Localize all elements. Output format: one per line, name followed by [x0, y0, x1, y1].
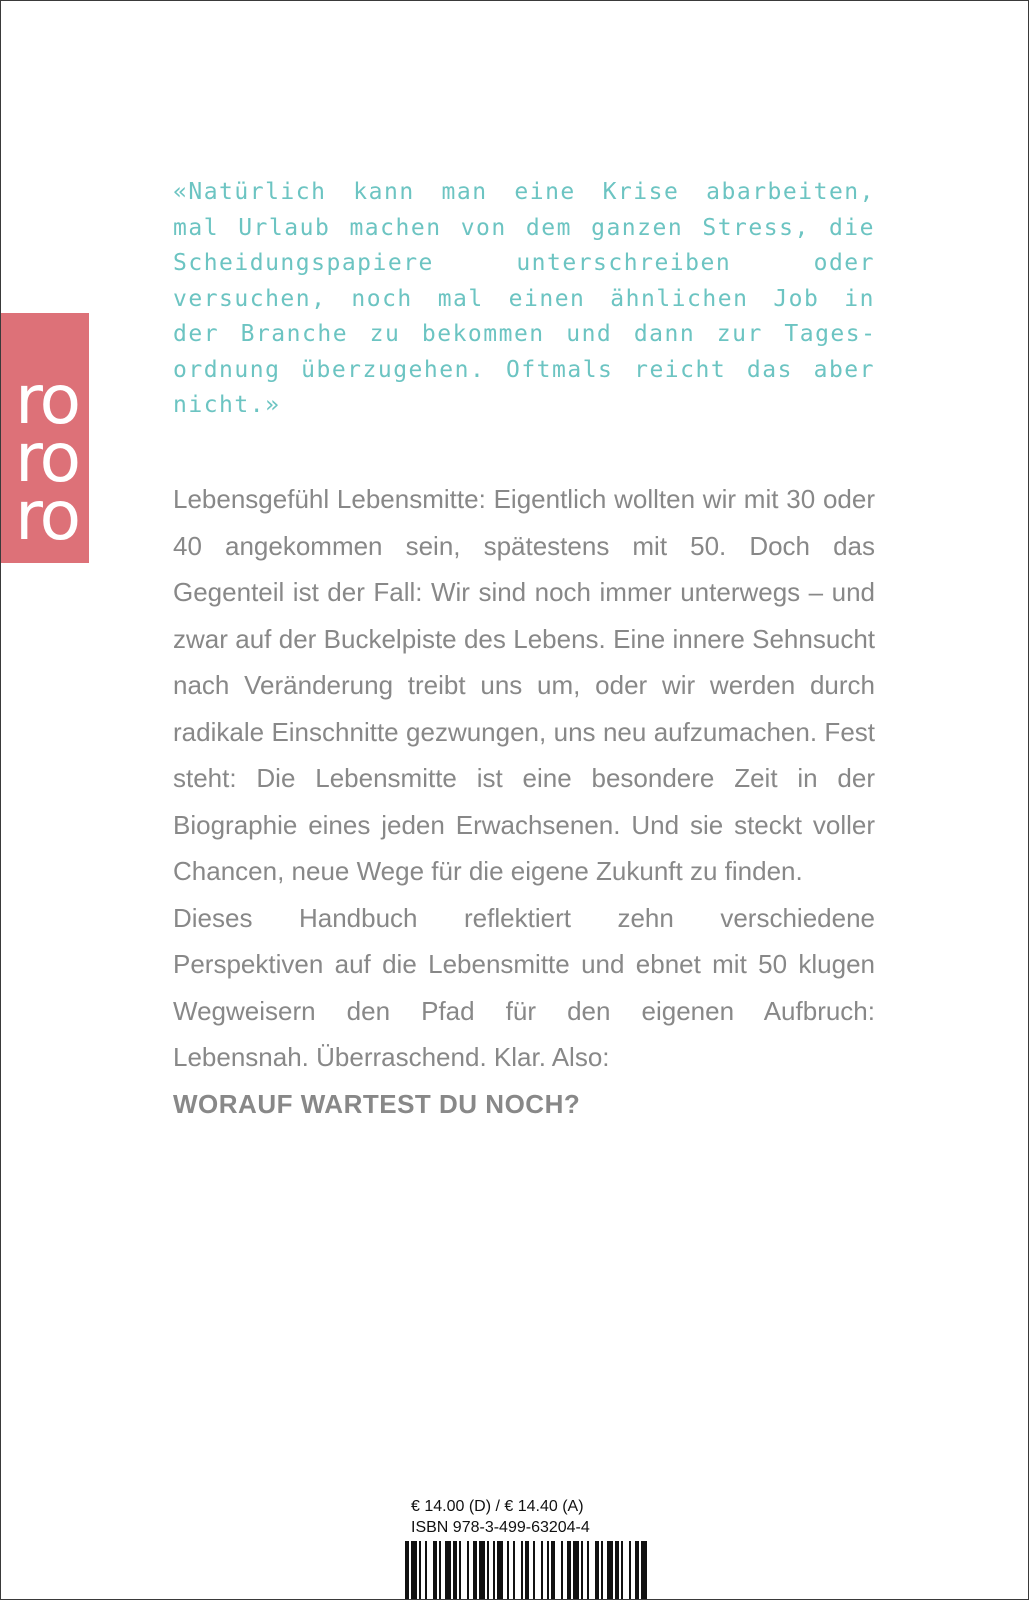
barcode-bar	[525, 1541, 529, 1600]
barcode-bar	[551, 1541, 555, 1600]
barcode-bar	[497, 1541, 503, 1600]
barcode-bar	[615, 1541, 619, 1600]
barcode-bar	[581, 1541, 583, 1600]
barcode-bar	[453, 1541, 457, 1600]
barcode-bar	[507, 1541, 509, 1600]
barcode-bar	[467, 1541, 469, 1600]
barcode-bar	[621, 1541, 623, 1600]
barcode-bar	[587, 1541, 589, 1600]
barcode-bar	[405, 1541, 409, 1600]
logo-line-1: ro	[15, 361, 80, 440]
barcode-bar	[473, 1541, 477, 1600]
logo-line-2: ro	[15, 419, 80, 498]
price-label: € 14.00 (D) / € 14.40 (A)	[411, 1498, 584, 1515]
barcode-bar	[433, 1541, 437, 1600]
barcode-bar	[641, 1541, 647, 1600]
barcode-bar	[601, 1541, 603, 1600]
barcode-bar	[607, 1541, 613, 1600]
barcode-bar	[595, 1541, 599, 1600]
barcode-bar	[521, 1541, 523, 1600]
barcode-bar	[635, 1541, 639, 1600]
barcode-bar	[547, 1541, 549, 1600]
rororo-logo	[1, 313, 89, 563]
blurb-paragraph-2: Dieses Handbuch reflektiert zehn verschiedene Perspektiven auf die Lebensmitte und ebnet mit 50 klugen Wegweisern den Pfad für den eigenen Aufbruch: Lebensnah. Überraschend. Klar. Also:	[173, 902, 875, 1072]
barcode-bar	[513, 1541, 515, 1600]
barcode	[405, 1541, 649, 1600]
barcode-bar	[533, 1541, 535, 1600]
barcode-bar	[419, 1541, 421, 1600]
pull-quote: «Natürlich kann man eine Krise abarbeiten, mal Urlaub machen von dem ganzen Stress, die Scheidungspapiere unterschreiben oder versuchen, noch mal einen ähnlichen Job in der Branche zu bekommen und dann zur Tagesordnung überzugehen. Oftmals reicht das aber nicht.»	[173, 179, 875, 418]
call-to-action: WORAUF WARTEST DU NOCH?	[173, 1088, 581, 1119]
barcode-bar	[411, 1541, 417, 1600]
barcode-bar	[493, 1541, 495, 1600]
logo-line-3: ro	[15, 477, 80, 556]
barcode-bar	[629, 1541, 631, 1600]
barcode-bar	[573, 1541, 579, 1600]
barcode-bar	[567, 1541, 571, 1600]
barcode-bar	[459, 1541, 461, 1600]
barcode-bar	[445, 1541, 451, 1600]
barcode-bar	[541, 1541, 543, 1600]
isbn-label: ISBN 978-3-499-63204-4	[411, 1519, 590, 1536]
barcode-bar	[487, 1541, 489, 1600]
barcode-bar	[425, 1541, 427, 1600]
barcode-bar	[561, 1541, 563, 1600]
price-isbn-block	[411, 1496, 651, 1538]
blurb	[173, 476, 875, 1127]
blurb-paragraph-1: Lebensgefühl Lebensmitte: Eigentlich wollten wir mit 30 oder 40 angekommen sein, spätestens mit 50. Doch das Gegenteil ist der Fall: Wir sind noch immer unterwegs – und zwar auf der Buckelpiste des Lebens. Eine innere Sehnsucht nach Veränderung treibt uns um, oder wir werden durch radikale Einschnitte gezwungen, uns neu aufzumachen. Fest steht: Die Lebensmitte ist eine besondere Zeit in der Biographie eines jeden Erwachsenen. Und sie steckt voller Chancen, neue Wege für die eigene Zukunft zu finden.	[173, 484, 875, 886]
barcode-bar	[439, 1541, 441, 1600]
barcode-bar	[479, 1541, 485, 1600]
